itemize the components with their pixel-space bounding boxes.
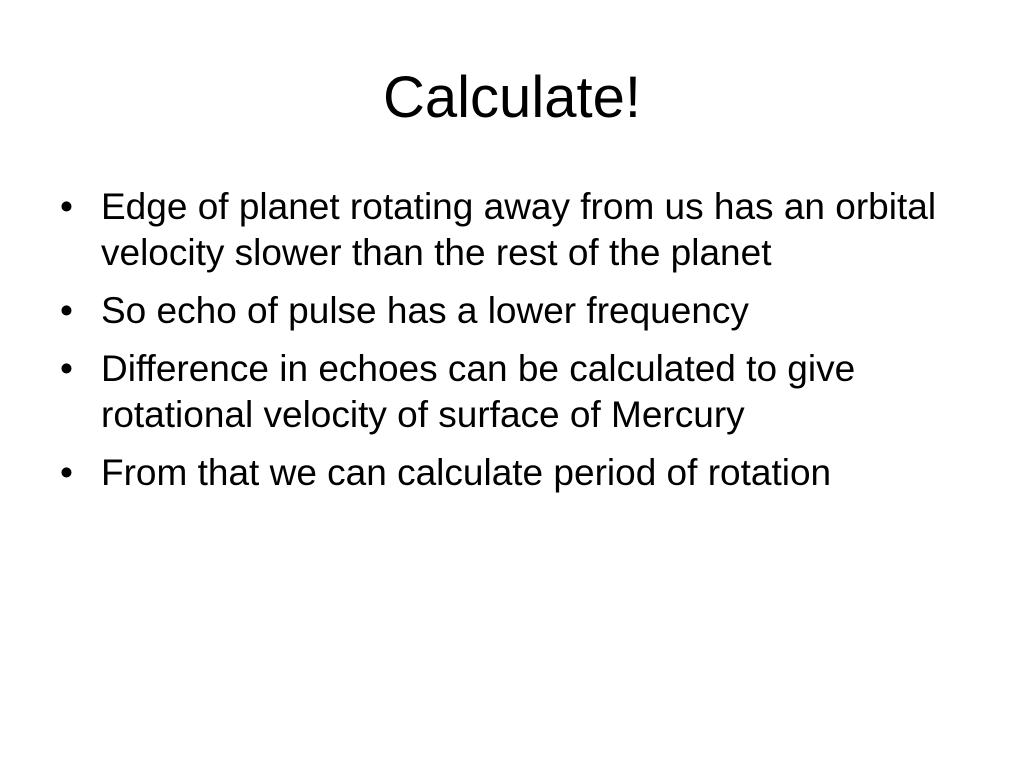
bullet-item xyxy=(60,288,960,334)
bullet-text: Edge of planet rotating away from us has an orbital velocity slower than the rest of the planet xyxy=(101,186,937,273)
bullet-marker: • xyxy=(60,186,73,227)
bullet-marker: • xyxy=(60,290,73,331)
bullet-text: From that we can calculate period of rotation xyxy=(101,452,832,493)
bullet-item xyxy=(60,184,960,276)
bullet-item xyxy=(60,450,960,496)
bullet-text: So echo of pulse has a lower frequency xyxy=(101,290,749,331)
bullet-item xyxy=(60,346,960,438)
bullet-marker: • xyxy=(60,452,73,493)
bullet-text: Difference in echoes can be calculated to give rotational velocity of surface of Mercury xyxy=(101,348,856,435)
slide-title: Calculate! xyxy=(383,65,641,130)
bullet-list xyxy=(60,184,960,508)
bullet-marker: • xyxy=(60,348,73,389)
